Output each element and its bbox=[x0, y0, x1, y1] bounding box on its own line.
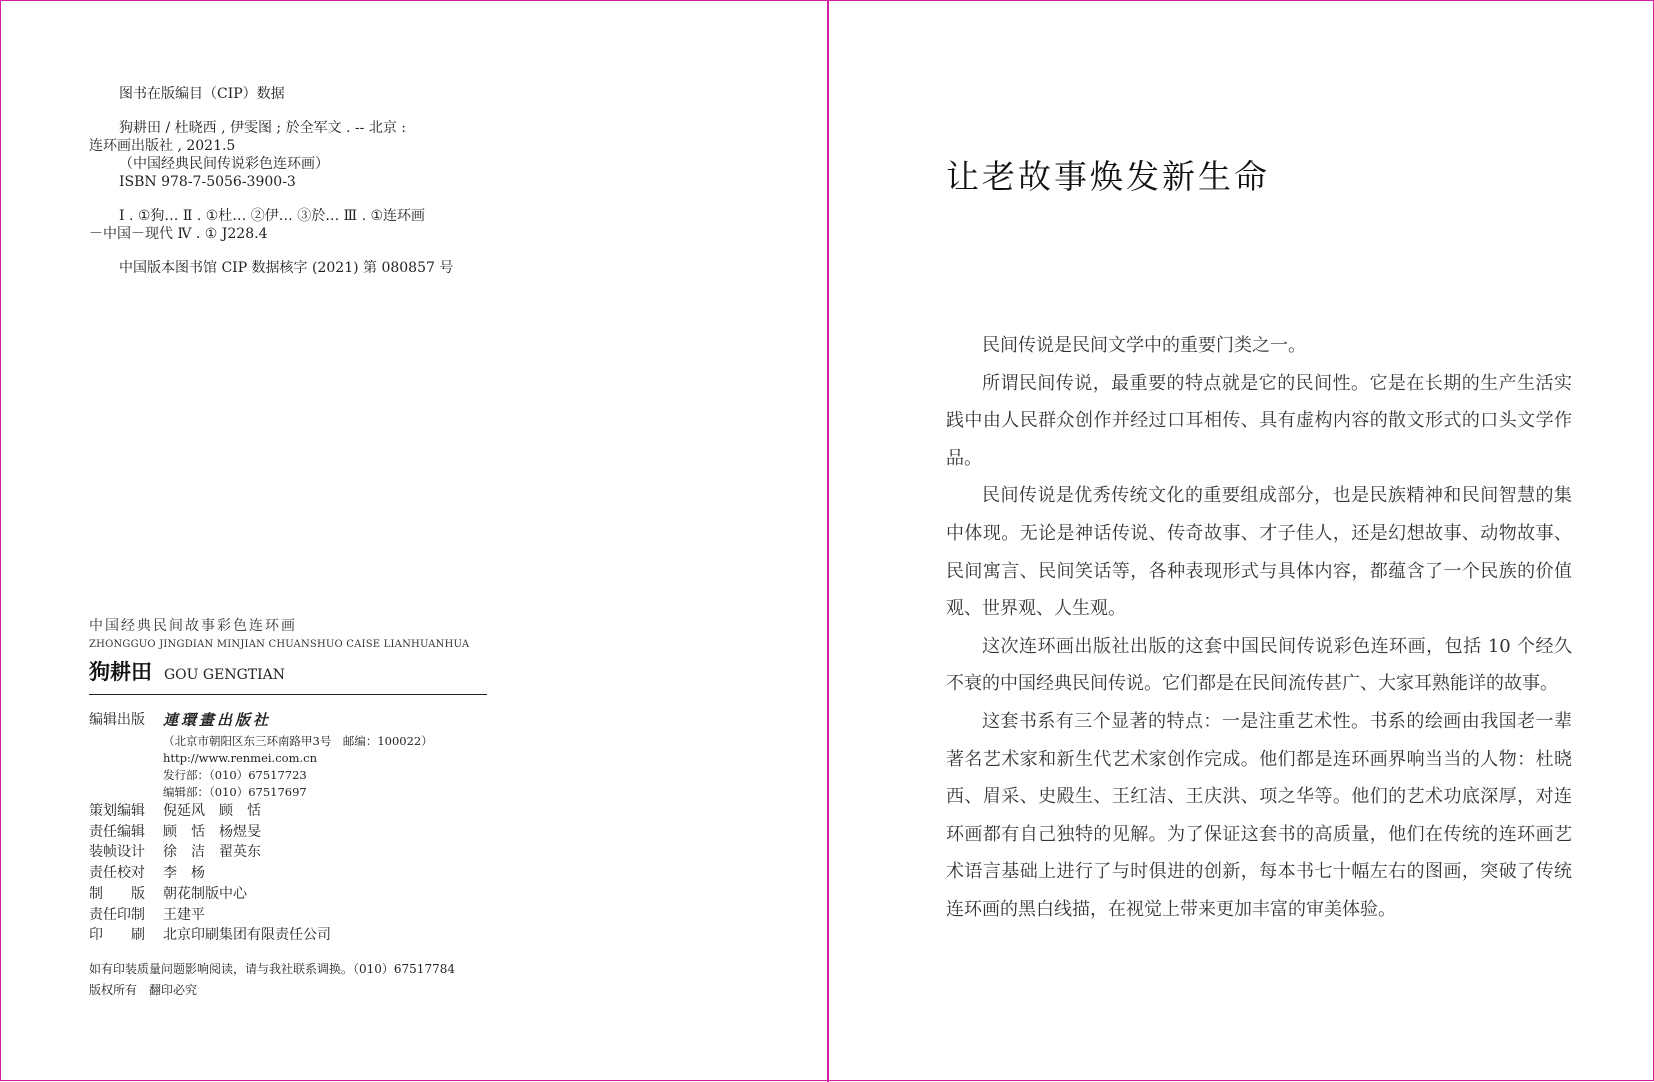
series-name-en: ZHONGGUO JINGDIAN MINJIAN CHUANSHUO CAISE LIANHUANHUA bbox=[89, 639, 470, 650]
cip-class-line2: －中国－现代 Ⅳ . ① J228.4 bbox=[89, 226, 268, 242]
book-title-cn: 狗耕田 bbox=[89, 659, 152, 684]
credit-value: 北京印刷集团有限责任公司 bbox=[163, 927, 331, 944]
credit-row bbox=[89, 884, 331, 905]
publisher-logo: 連環畫出版社 bbox=[163, 711, 272, 729]
preface-page bbox=[829, 1, 1654, 1082]
cip-class-line1: Ⅰ . ①狗… Ⅱ . ①杜… ②伊… ③於… Ⅲ . ①连环画 bbox=[119, 208, 426, 224]
publisher-label: 编辑出版 bbox=[89, 712, 145, 728]
quality-notice: 如有印装质量问题影响阅读，请与我社联系调换。（010）67517784 bbox=[89, 962, 455, 976]
publisher-editorial-phone: 编辑部：（010）67517697 bbox=[163, 785, 307, 799]
cip-title: 图书在版编目（CIP）数据 bbox=[119, 86, 285, 102]
preface-paragraph: 民间传说是民间文学中的重要门类之一。 bbox=[982, 335, 1306, 356]
credit-row bbox=[89, 905, 331, 926]
credit-label: 印 刷 bbox=[89, 927, 145, 944]
series-block bbox=[89, 615, 489, 695]
cip-entry bbox=[89, 119, 489, 191]
publisher-address: （北京市朝阳区东三环南路甲3号 邮编：100022） bbox=[163, 734, 433, 748]
credit-row bbox=[89, 801, 331, 822]
publisher-row bbox=[89, 709, 509, 730]
preface-body bbox=[946, 327, 1572, 929]
credit-value: 王建平 bbox=[163, 906, 205, 923]
cip-verification: 中国版本图书馆 CIP 数据核字 (2021) 第 080857 号 bbox=[119, 260, 454, 276]
book-title-en: GOU GENGTIAN bbox=[164, 667, 285, 683]
credit-row bbox=[89, 842, 331, 863]
notice-block bbox=[89, 959, 455, 1001]
copyright-page bbox=[1, 1, 827, 1082]
cip-classification bbox=[89, 207, 489, 243]
credit-row bbox=[89, 925, 331, 946]
cip-series-line: （中国经典民间传说彩色连环画） bbox=[119, 156, 329, 172]
cip-entry-line1: 狗耕田 / 杜晓西 , 伊雯图 ; 於全军文 . -- 北京 : bbox=[119, 120, 407, 136]
credit-row bbox=[89, 822, 331, 843]
book-title bbox=[89, 656, 489, 686]
credit-label: 装帧设计 bbox=[89, 844, 145, 861]
credit-label: 责任编辑 bbox=[89, 823, 145, 840]
publisher-contact bbox=[163, 733, 509, 801]
preface-paragraph: 民间传说是优秀传统文化的重要组成部分，也是民族精神和民间智慧的集中体现。无论是神话传说、传奇故事、才子佳人，还是幻想故事、动物故事、民间寓言、民间笑话等，各种表现形式与具体内容，都蕴含了一个民族的价值观、世界观、人生观。 bbox=[946, 485, 1572, 620]
credit-value: 李 杨 bbox=[163, 865, 205, 882]
copyright-notice: 版权所有 翻印必究 bbox=[89, 983, 198, 997]
credit-label: 制 版 bbox=[89, 885, 145, 902]
series-name-cn: 中国经典民间故事彩色连环画 bbox=[89, 618, 297, 634]
credit-label: 策划编辑 bbox=[89, 803, 145, 819]
credit-row bbox=[89, 863, 331, 884]
credit-label: 责任校对 bbox=[89, 865, 145, 882]
credit-label: 责任印制 bbox=[89, 906, 145, 923]
cip-isbn: ISBN 978-7-5056-3900-3 bbox=[119, 174, 296, 190]
credit-value: 倪延风 顾 恬 bbox=[163, 803, 261, 819]
credit-value: 徐 洁 翟英东 bbox=[163, 844, 261, 861]
preface-paragraph: 这次连环画出版社出版的这套中国民间传说彩色连环画，包括 10 个经久不衰的中国经典民间传说。它们都是在民间流传甚广、大家耳熟能详的故事。 bbox=[946, 635, 1572, 695]
preface-paragraph: 这套书系有三个显著的特点：一是注重艺术性。书系的绘画由我国老一辈著名艺术家和新生代艺术家创作完成。他们都是连环画界响当当的人物：杜晓西、眉采、史殿生、王红洁、王庆洪、项之华等。他们的艺术功底深厚，对连环画都有自己独特的见解。为了保证这套书的高质量，他们在传统的连环画艺术语言基础上进行了与时俱进的创新，每本书七十幅左右的图画，突破了传统连环画的黑白线描，在视觉上带来更加丰富的审美体验。 bbox=[946, 710, 1572, 920]
preface-paragraph: 所谓民间传说，最重要的特点就是它的民间性。它是在长期的生产生活实践中由人民群众创作并经过口耳相传、具有虚构内容的散文形式的口头文学作品。 bbox=[946, 372, 1572, 469]
publisher-distribution-phone: 发行部：（010）67517723 bbox=[163, 768, 307, 782]
cip-data-block bbox=[89, 85, 489, 277]
cip-entry-line2: 连环画出版社 , 2021.5 bbox=[89, 138, 236, 154]
publisher-block bbox=[89, 709, 509, 801]
credit-value: 朝花制版中心 bbox=[163, 885, 247, 902]
credit-value: 顾 恬 杨煜旻 bbox=[163, 823, 261, 840]
credits-list bbox=[89, 801, 331, 946]
title-rule bbox=[89, 694, 487, 695]
publisher-website: http://www.renmei.com.cn bbox=[163, 751, 317, 765]
preface-title: 让老故事焕发新生命 bbox=[946, 157, 1270, 196]
